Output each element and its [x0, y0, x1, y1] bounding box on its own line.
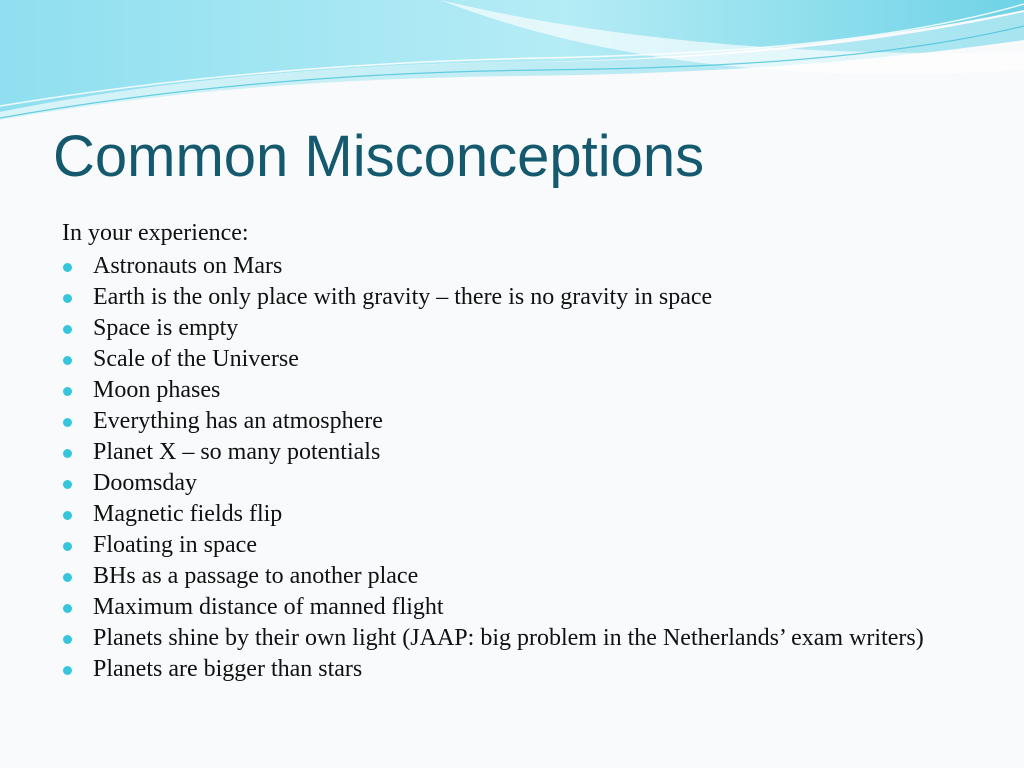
- list-item-text: Planets shine by their own light (JAAP: big problem in the Netherlands’ exam writers): [93, 625, 924, 651]
- bullet-dot-icon: [63, 356, 72, 365]
- list-item-text: Space is empty: [93, 315, 239, 341]
- bullet-dot-icon: [63, 635, 72, 644]
- bullet-dot-icon: [63, 418, 72, 427]
- list-item-text: Everything has an atmosphere: [93, 408, 383, 434]
- slide-body: [62, 218, 962, 682]
- list-item-text: Earth is the only place with gravity – there is no gravity in space: [93, 284, 713, 310]
- list-item: [62, 409, 962, 434]
- bullet-dot-icon: [63, 294, 72, 303]
- list-item: [62, 316, 962, 341]
- list-item: [62, 502, 962, 527]
- list-item-text: Moon phases: [93, 377, 221, 403]
- list-item: [62, 378, 962, 403]
- bullet-dot-icon: [63, 542, 72, 551]
- bullet-dot-icon: [63, 573, 72, 582]
- list-item-text: Astronauts on Mars: [93, 253, 283, 279]
- list-item: [62, 657, 962, 682]
- list-item: [62, 595, 962, 620]
- list-item-text: Maximum distance of manned flight: [93, 594, 444, 620]
- list-item-text: BHs as a passage to another place: [93, 563, 419, 589]
- list-item: [62, 626, 962, 651]
- list-item: [62, 440, 962, 465]
- list-item: [62, 564, 962, 589]
- list-item-text: Planet X – so many potentials: [93, 439, 381, 465]
- list-item: [62, 471, 962, 496]
- misconceptions-list: [62, 254, 962, 682]
- bullet-dot-icon: [63, 666, 72, 675]
- bullet-dot-icon: [63, 325, 72, 334]
- list-item: [62, 533, 962, 558]
- bullet-dot-icon: [63, 263, 72, 272]
- bullet-dot-icon: [63, 604, 72, 613]
- list-item-text: Magnetic fields flip: [93, 501, 283, 527]
- list-item: [62, 254, 962, 279]
- bullet-dot-icon: [63, 387, 72, 396]
- header-wave-decoration: [0, 0, 1024, 130]
- bullet-dot-icon: [63, 449, 72, 458]
- list-item: [62, 285, 962, 310]
- bullet-dot-icon: [63, 480, 72, 489]
- slide-title: Common Misconceptions: [53, 124, 705, 189]
- intro-text: In your experience:: [62, 220, 249, 246]
- list-item-text: Doomsday: [93, 470, 197, 496]
- list-item-text: Floating in space: [93, 532, 257, 558]
- list-item-text: Planets are bigger than stars: [93, 656, 363, 682]
- list-item: [62, 347, 962, 372]
- bullet-dot-icon: [63, 511, 72, 520]
- list-item-text: Scale of the Universe: [93, 346, 299, 372]
